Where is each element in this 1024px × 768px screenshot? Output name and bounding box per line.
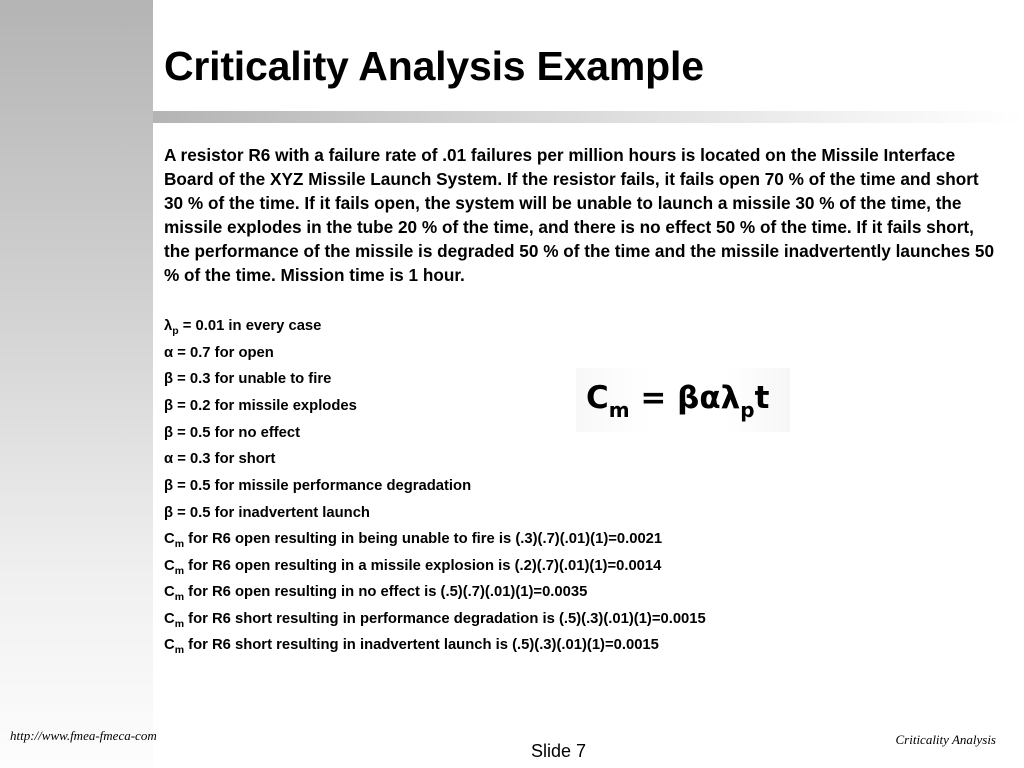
result-symbol: C (164, 531, 175, 547)
definition-item: β = 0.2 for missile explodes (164, 398, 357, 415)
lambda-definition (164, 315, 814, 342)
definition-item: β = 0.5 for inadvertent launch (164, 504, 370, 521)
formula-rhs: = βαλ (629, 380, 741, 416)
result-item (164, 634, 824, 661)
intro-paragraph: A resistor R6 with a failure rate of .01 failures per million hours is located on the Missile Interface Board of the XYZ Missile Launch System. If the resistor fails, it fails open 70 % of the time and short 30 % of the time. If it fails open, the system will be unable to launch a missile 30 % of the time, the missile explodes in the tube 20 % of the time, and there is no effect 50 % of the time. If it fails short, the performance of the missile is degraded 50 % of the time and the missile inadvertently launches 50 % of the time. Mission time is 1 hour. (164, 145, 995, 285)
result-text: for R6 open resulting in a missile explosion is (.2)(.7)(.01)(1)=0.0014 (184, 557, 662, 574)
result-symbol: C (164, 584, 175, 600)
footer-url: http://www.fmea-fmeca-com (10, 728, 157, 743)
definition-item: β = 0.5 for no effect (164, 424, 301, 441)
lambda-subscript: p (172, 325, 179, 337)
result-text: for R6 short resulting in performance degradation is (.5)(.3)(.01)(1)=0.0015 (184, 610, 706, 627)
result-symbol: C (164, 557, 175, 574)
result-text: for R6 short resulting in inadvertent launch is (.5)(.3)(.01)(1)=0.0015 (184, 637, 659, 653)
definition-item: α = 0.7 for open (164, 344, 274, 361)
title-underline-bar (153, 111, 1024, 123)
result-text: for R6 open resulting in being unable to fire is (.3)(.7)(.01)(1)=0.0021 (184, 531, 663, 547)
result-subscript: m (174, 591, 185, 603)
result-text: for R6 open resulting in no effect is (.5)(.7)(.01)(1)=0.0035 (184, 584, 588, 600)
result-item (164, 608, 824, 635)
definition-item: β = 0.5 for missile performance degradation (164, 478, 472, 495)
result-item (164, 581, 824, 608)
slide-title: Criticality Analysis Example (164, 43, 704, 89)
result-item (164, 528, 824, 555)
result-subscript: m (174, 617, 185, 630)
footer-section-title: Criticality Analysis (895, 732, 996, 747)
definition-item: β = 0.3 for unable to fire (164, 371, 332, 388)
result-subscript: m (174, 644, 185, 656)
slide-number: Slide 7 (531, 741, 587, 761)
lambda-definition-text: = 0.01 in every case (178, 318, 322, 334)
result-subscript: m (174, 538, 185, 550)
left-gradient-band (0, 0, 153, 768)
lambda-symbol: λ (164, 318, 173, 334)
definition-item: α = 0.3 for short (164, 451, 276, 468)
result-item (164, 555, 824, 582)
formula-lhs: C (586, 380, 609, 416)
criticality-results (164, 528, 824, 661)
result-symbol: C (164, 610, 175, 627)
formula-rhs-tail: t (754, 380, 770, 416)
formula-rhs-subscript: p (740, 398, 755, 422)
criticality-formula-image (576, 368, 790, 432)
result-symbol: C (164, 637, 175, 653)
formula-lhs-subscript: m (608, 398, 630, 422)
result-subscript: m (174, 564, 185, 577)
